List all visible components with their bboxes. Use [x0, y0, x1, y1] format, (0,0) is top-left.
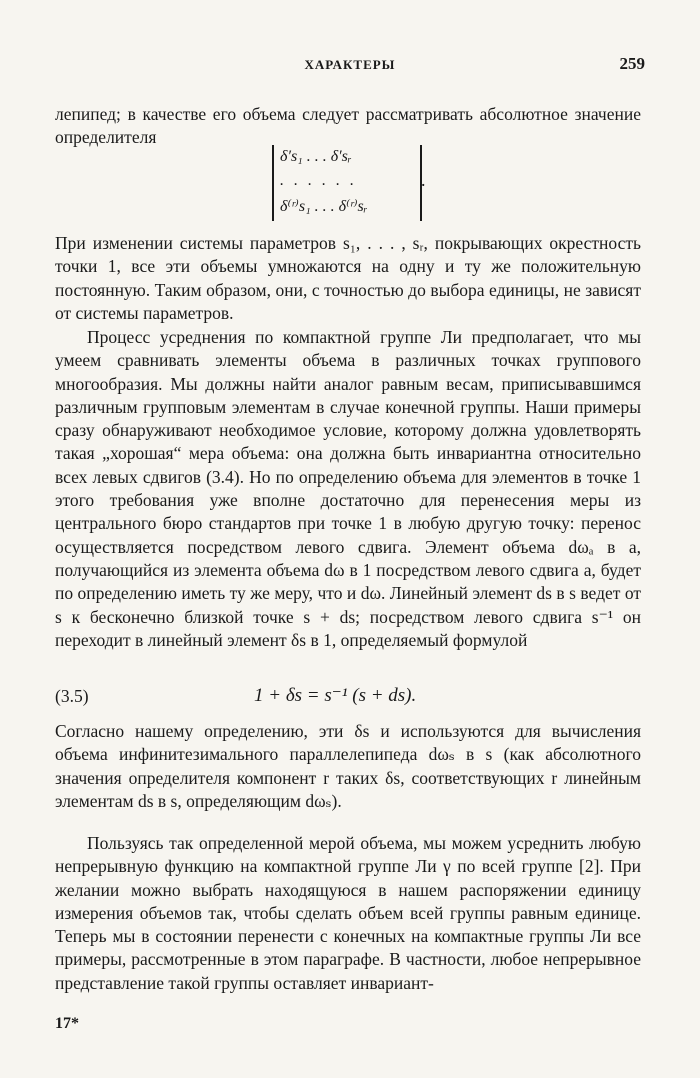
paragraph-1: [55, 103, 641, 150]
matrix-row-1: δ′s₁ . . . δ′sᵣ: [280, 148, 352, 165]
page-number: 259: [619, 54, 645, 73]
paragraph-5: [55, 832, 641, 995]
paragraph-2-text: При изменении системы параметров s₁, . . . , sᵣ, покрывающих окрестность точки 1, все эти объемы умножаются на одну и ту же положительную постоянную. Таким образом, они, с точностью до выбора единицы, не зависят от системы параметров.: [55, 233, 641, 323]
paragraph-1-text: лепипед; в качестве его объема следует рассматривать абсолютное значение определителя: [55, 104, 641, 148]
paragraph-4: [55, 720, 641, 813]
equation-number: (3.5): [55, 686, 89, 706]
paragraph-2: [55, 232, 641, 325]
signature-mark: 17*: [55, 1015, 79, 1032]
matrix-period: .: [421, 170, 426, 190]
determinant-matrix: [272, 145, 422, 221]
paragraph-3: [55, 326, 641, 652]
equation-body: 1 + δs = s⁻¹ (s + ds).: [254, 685, 417, 706]
paragraph-3-text: Процесс усреднения по компактной группе Ли предполагает, что мы умеем сравнивать элементы объема в различных точках группового многообразия. Мы должны найти аналог равным весам, приписывавшимся различным групповым элементам в случае конечной группы. Наши примеры сразу обнаруживают необходимое условие, которому должна удовлетворять такая „хорошая“ мера объема: она должна быть инвариантна относительно всех левых сдвигов (3.4). Но по определению объема для элементов в точке 1 этого требования уже вполне достаточно для перенесения меры из центрального бюро стандартов при точке 1 в любую другую точку: перенос осуществляется посредством левого сдвига. Элемент объема dωₐ в a, получающийся из элемента объема dω в 1 посредством левого сдвига a, будет по определению иметь ту же меру, что и dω. Линейный элемент ds в s ведет от s к бесконечно близкой точке s + ds; посредством левого сдвига s⁻¹ он переходит в линейный элемент δs в 1, определяемый формулой: [55, 327, 641, 650]
paragraph-5-text: Пользуясь так определенной мерой объема, мы можем усреднить любую непрерывную функцию на компактной группе Ли γ по всей группе [2]. При желании можно выбрать находящуюся в нашем распоряжении единицу измерения объемов так, чтобы сделать объем всей группы равным единице. Теперь мы в состоянии перенести с конечных на компактные группы Ли все примеры, рассмотренные в этом параграфе. В частности, любое непрерывное представление такой группы оставляет инвариант-: [55, 833, 641, 993]
running-title: ХАРАКТЕРЫ: [304, 57, 396, 72]
page-header: [55, 54, 645, 78]
matrix-row-3: δ⁽ʳ⁾s₁ . . . δ⁽ʳ⁾sᵣ: [280, 198, 368, 215]
paragraph-4-text: Согласно нашему определению, эти δs и используются для вычисления объема инфинитезимального параллелепипеда dωₛ в s (как абсолютного значения определителя компонент r таких δs, соответствующих r линейным элементам ds в s, определяющим dωₛ).: [55, 721, 641, 811]
matrix-row-2: . . . . . .: [280, 172, 357, 189]
